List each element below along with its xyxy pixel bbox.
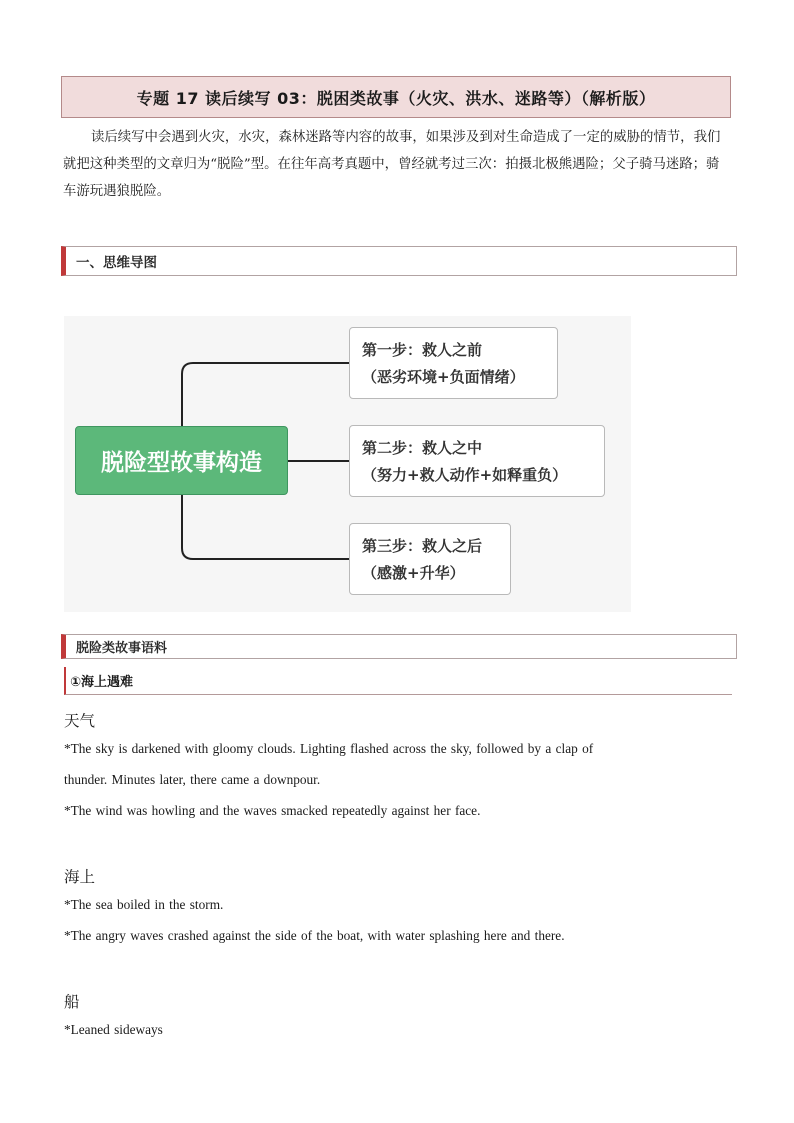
mind-map-node-step2 [349, 425, 605, 497]
node-detail: （努力+救人动作+如释重负） [362, 466, 568, 484]
mind-map [64, 316, 631, 612]
mind-map-center-node [75, 426, 288, 495]
node-title: 第二步：救人之中 [362, 439, 483, 457]
document-title: 专题 17 读后续写 03：脱困类故事（火灾、洪水、迷路等）（解析版） [61, 76, 731, 118]
section-heading-mindmap [61, 246, 737, 276]
mind-map-node-step3 [349, 523, 511, 595]
corpus-line: *The wind was howling and the waves smacked repeatedly against her face. [64, 803, 481, 818]
section-heading-text: 脱险类故事语料 [76, 641, 168, 656]
center-node-label: 脱险型故事构造 [101, 450, 262, 476]
section-heading-text: 一、思维导图 [76, 255, 157, 271]
category-heading-weather: 天气 [64, 712, 96, 730]
node-detail: （感激+升华） [362, 564, 465, 582]
node-title: 第一步：救人之前 [362, 341, 483, 359]
connector-top [182, 363, 349, 426]
mind-map-node-step1 [349, 327, 558, 399]
corpus-line: *The sky is darkened with gloomy clouds. Lighting flashed across the sky, followed by a clap of [64, 741, 594, 756]
section-heading-corpus [61, 634, 737, 659]
connector-bottom [182, 495, 349, 559]
corpus-line: *The angry waves crashed against the side of the boat, with water splashing here and there. [64, 928, 565, 943]
node-title: 第三步：救人之后 [362, 537, 483, 555]
corpus-line: thunder. Minutes later, there came a downpour. [64, 772, 321, 787]
corpus-line: *The sea boiled in the storm. [64, 897, 224, 912]
subsection-heading [64, 667, 732, 695]
subsection-heading-text: ①海上遇难 [70, 675, 134, 690]
intro-paragraph: 读后续写中会遇到火灾，水灾，森林迷路等内容的故事，如果涉及到对生命造成了一定的威胁的情节，我们就把这种类型的文章归为“脱险”型。在往年高考真题中，曾经就考过三次：拍摄北极熊遇险；父子骑马迷路；骑车游玩遇狼脱险。 [63, 130, 721, 199]
category-heading-boat: 船 [64, 993, 80, 1011]
node-detail: （恶劣环境+负面情绪） [362, 368, 525, 386]
category-heading-sea: 海上 [64, 868, 96, 886]
corpus-line: *Leaned sideways [64, 1022, 163, 1037]
